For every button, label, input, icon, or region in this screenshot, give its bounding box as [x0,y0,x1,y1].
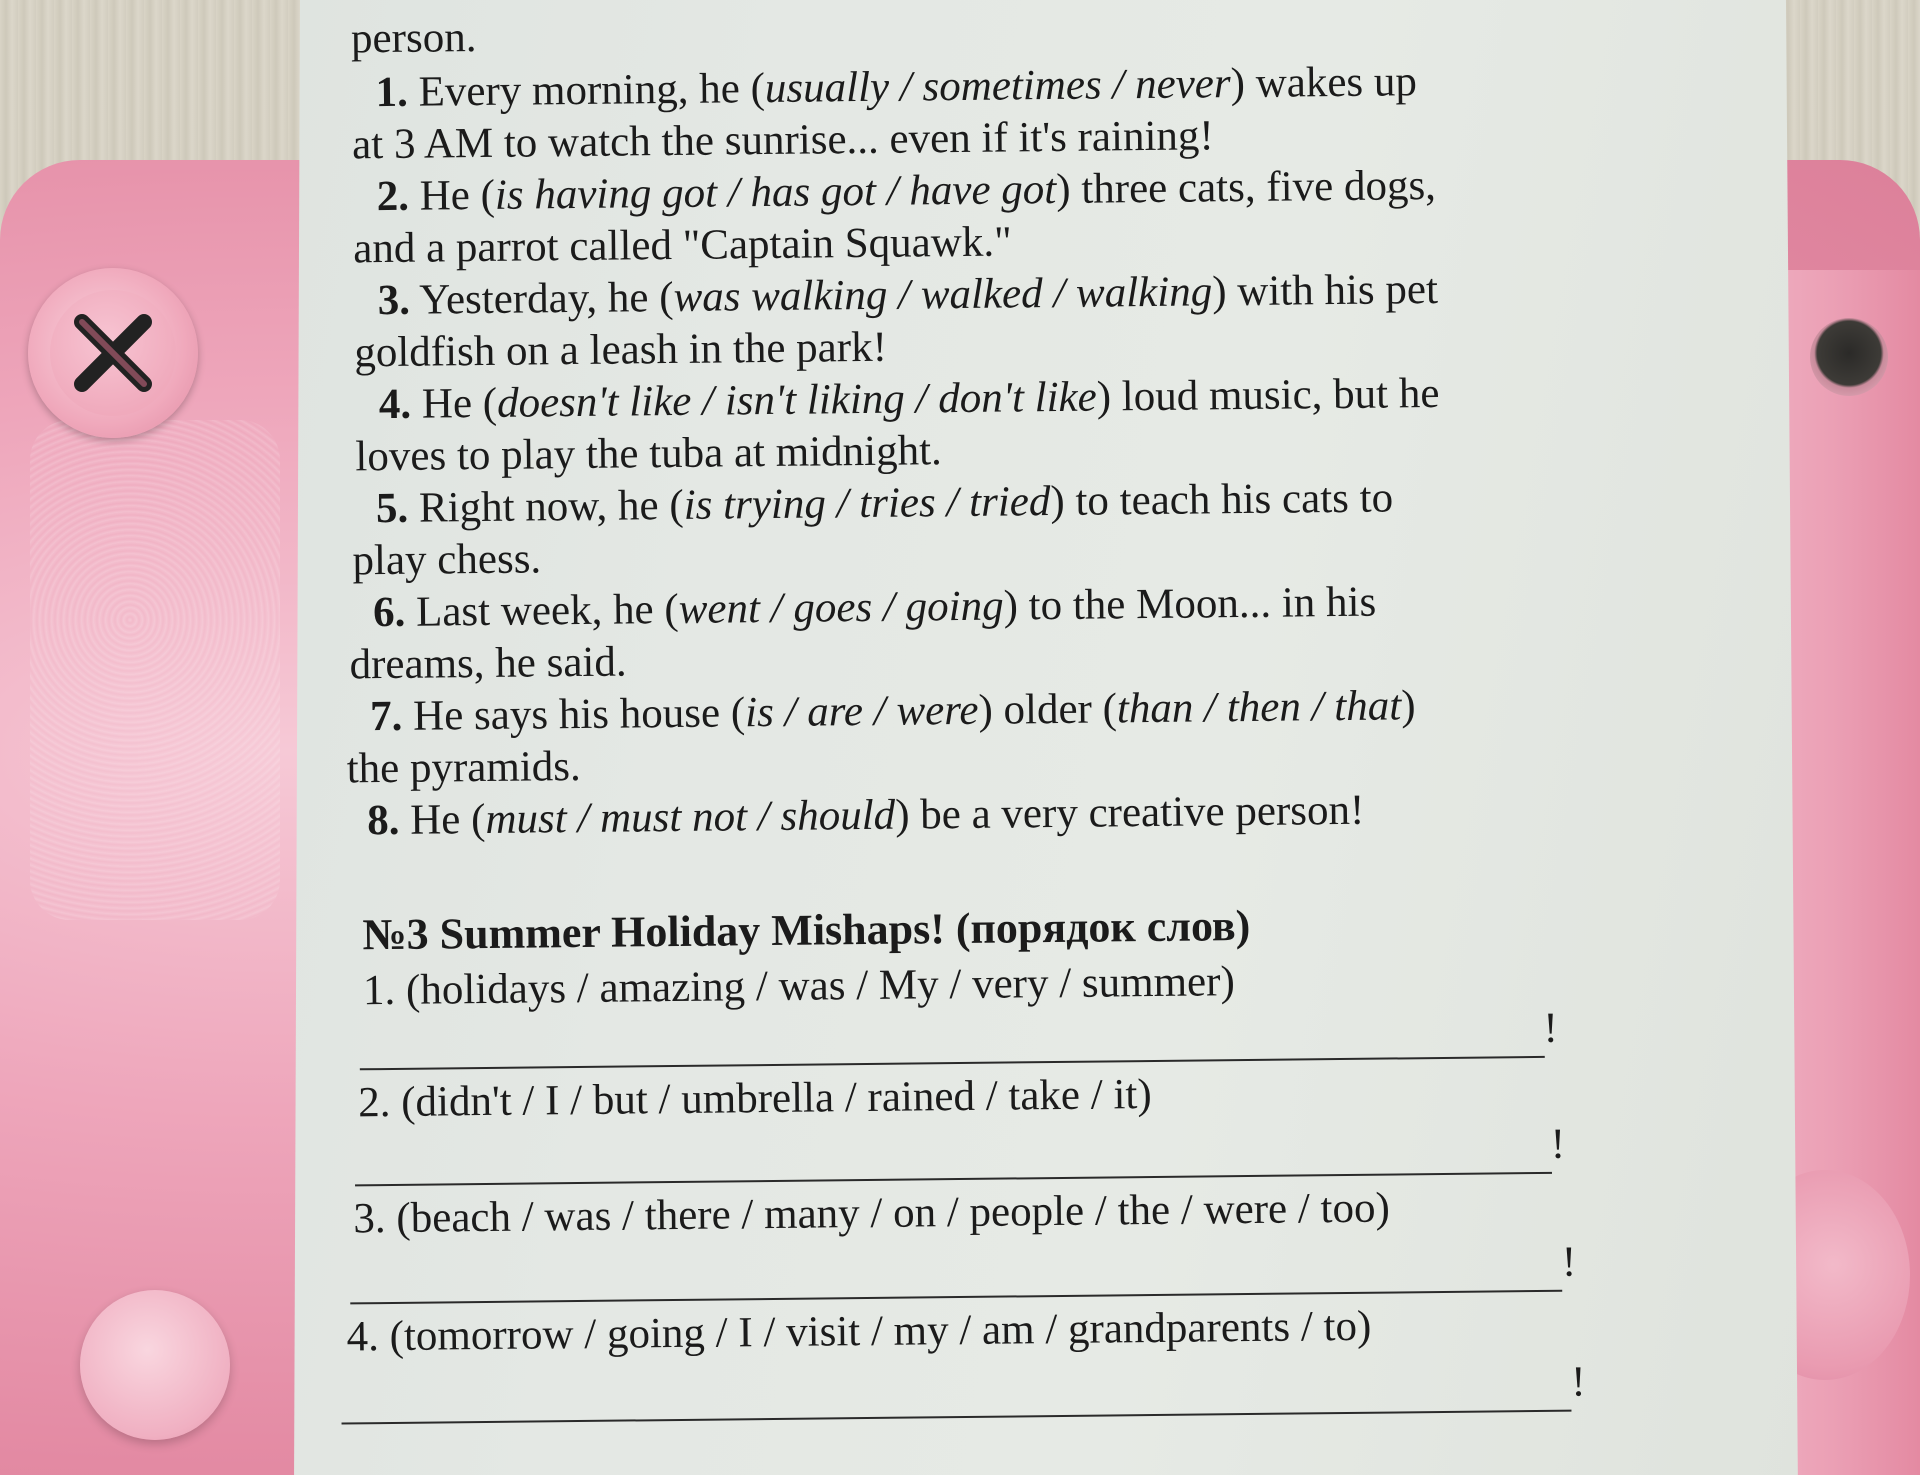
exercise-item-6-cont: dreams, he said. [349,638,627,689]
choice-options: doesn't like / isn't liking / don't like [496,373,1097,427]
top-fragment: person. [350,14,477,63]
answer-end-mark-2: ! [1550,1120,1566,1168]
reorder-item-1: 1. (holidays / amazing / was / My / very / summer) [362,958,1235,1015]
reorder-item-2: 2. (didn't / I / but / umbrella / rained / take / it) [357,1071,1152,1127]
exercise-item-1-cont: at 3 AM to watch the sunrise... even if it's raining! [351,112,1214,169]
answer-end-mark-4: ! [1570,1358,1586,1406]
item-number: 2. [376,172,410,221]
choice-options: usually / sometimes / never [764,60,1231,113]
exercise-item-2: 2. He (is having got / has got / have got) three cats, five dogs, [376,161,1437,221]
choice-options: is having got / has got / have got [494,165,1057,219]
item-number: 5. [375,484,409,533]
exercise-item-7: 7. He says his house (is / are / were) older (than / then / that) [369,682,1416,741]
reorder-item-3: 3. (beach / was / there / many / on / people / the / were / too) [353,1184,1391,1243]
exercise-item-7-cont: the pyramids. [346,742,581,793]
exercise-item-2-cont: and a parrot called "Captain Squawk." [352,218,1012,273]
item-number: 8. [366,796,400,845]
choice-options: was walking / walked / walking [673,268,1213,321]
exercise-item-5-cont: play chess. [352,535,542,585]
item-number: 3. [377,276,411,325]
exercise-item-4: 4. He (doesn't like / isn't liking / don't like) loud music, but he [378,369,1440,429]
item-number: 6. [372,588,406,637]
answer-line-4[interactable] [342,1410,1572,1425]
choice-options: is trying / tries / tried [683,478,1051,529]
exercise-item-8: 8. He (must / must not / should) be a very creative person! [366,786,1365,845]
item-number: 1. [375,68,409,117]
answer-end-mark-3: ! [1561,1238,1577,1286]
exercise-item-1: 1. Every morning, he (usually / sometimes / never) wakes up [375,58,1418,117]
exercise-item-3: 3. Yesterday, he (was walking / walked / walking) with his pet [377,265,1439,325]
exercise-item-4-cont: loves to play the tuba at midnight. [355,427,943,481]
choice-options: went / goes / going [678,582,1004,633]
item-number: 4. [378,380,412,429]
exercise-item-5: 5. Right now, he (is trying / tries / tried) to teach his cats to [375,474,1394,533]
choice-options-2: than / then / that [1116,682,1402,733]
choice-options: must / must not / should [485,791,896,843]
exercise-item-6: 6. Last week, he (went / goes / going) to the Moon... in his [372,578,1377,637]
choice-options: is / are / were [744,686,979,737]
section-3-title: №3 Summer Holiday Mishaps! (порядок слов) [362,900,1251,960]
item-number: 7. [369,692,403,741]
reorder-item-4: 4. (tomorrow / going / I / visit / my / am / grandparents / to) [346,1302,1372,1361]
exercise-item-3-cont: goldfish on a leash in the park! [354,323,888,377]
answer-end-mark-1: ! [1543,1004,1559,1052]
